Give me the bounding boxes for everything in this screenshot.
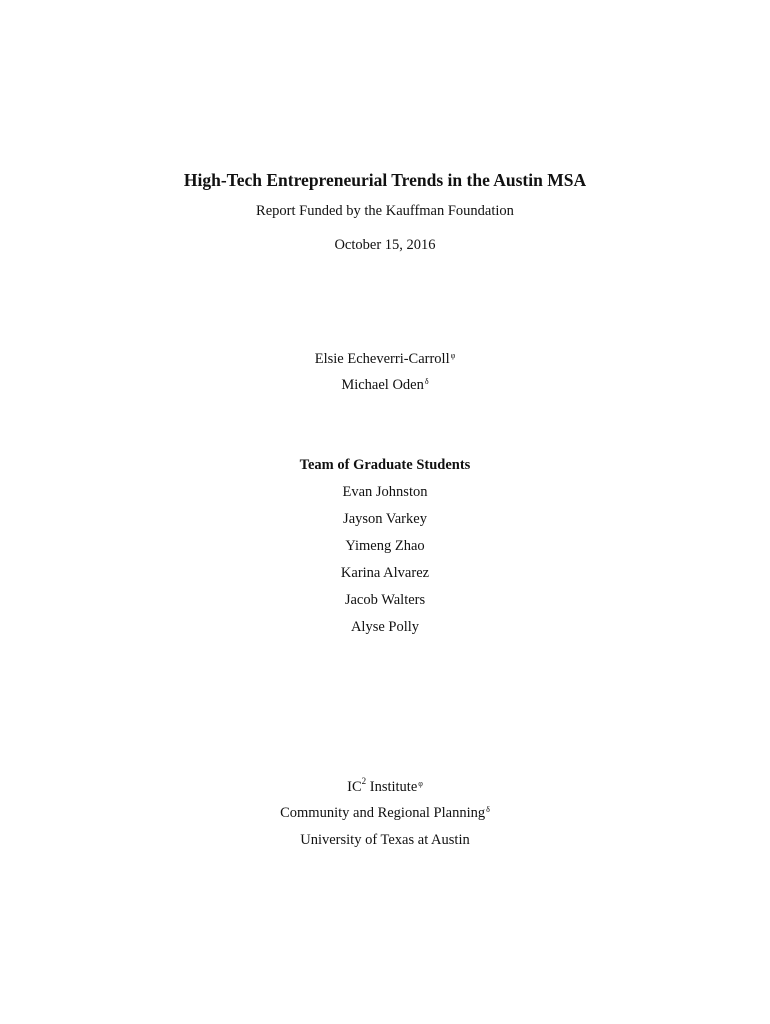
student-name: Yimeng Zhao (345, 538, 425, 554)
student-name: Alyse Polly (350, 619, 420, 635)
institute-affiliation-mark: φ (418, 778, 423, 788)
author-affiliation-mark: φ (450, 351, 456, 360)
institute-name-suffix: Institute (366, 778, 418, 795)
department-affiliation (0, 805, 770, 822)
report-title: High-Tech Entrepreneurial Trends in the Austin MSA (183, 170, 587, 190)
university-name: University of Texas at Austin (300, 832, 470, 848)
author-name: Elsie Echeverri-Carroll (314, 351, 450, 367)
author-name: Michael Oden (341, 377, 424, 393)
author-line (0, 377, 770, 394)
department-affiliation-mark: δ (486, 805, 490, 814)
institute-superscript: 2 (361, 776, 367, 786)
department-name: Community and Regional Planning (280, 805, 486, 821)
institute-affiliation (0, 777, 770, 796)
author-line (0, 351, 770, 368)
student-name: Jayson Varkey (343, 511, 427, 527)
student-name: Evan Johnston (342, 484, 428, 500)
author-affiliation-mark: δ (424, 377, 429, 386)
team-heading: Team of Graduate Students (299, 457, 471, 473)
student-name: Karina Alvarez (340, 565, 430, 581)
report-date: October 15, 2016 (334, 237, 436, 253)
student-name: Jacob Walters (344, 592, 426, 608)
institute-name-prefix: IC (347, 778, 362, 795)
report-subtitle: Report Funded by the Kauffman Foundation (256, 203, 514, 219)
